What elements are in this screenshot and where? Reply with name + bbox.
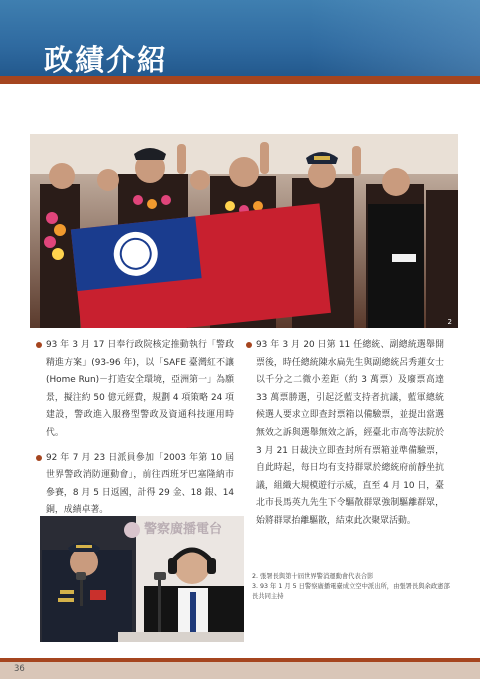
bullet-icon	[36, 455, 42, 461]
bullet-icon	[36, 342, 42, 348]
photo-captions	[252, 572, 452, 602]
left-paragraph-text: 92 年 7 月 23 日派員參加「2003 年第 10 屆世界警政消防運動會」，前往西班牙巴塞隆納市參賽，8 月 5 日返國，計得 29 金、18 銀、14 銅，成績卓著。	[46, 452, 234, 516]
page-number: 36	[14, 664, 25, 674]
rally-photo	[30, 134, 458, 328]
radio-station-photo	[40, 516, 244, 642]
right-paragraph	[246, 337, 444, 531]
bullet-icon	[246, 342, 252, 348]
left-paragraph	[36, 450, 234, 520]
photo-caption: 3. 93 年 1 月 5 日警察廣播電臺成立空中派出所，由張署長與余政憲部長共同主持	[252, 583, 450, 600]
photo-caption: 2. 張署長與第十屆世界警消運動會代表合影	[252, 573, 374, 580]
station-banner-text: 警察廣播電台	[144, 522, 223, 537]
right-column	[246, 337, 444, 538]
page-footer	[0, 662, 480, 679]
left-paragraph	[36, 337, 234, 443]
left-column	[36, 337, 234, 527]
left-paragraph-text: 93 年 3 月 17 日奉行政院核定推動執行「警政精進方案」(93-96 年)，以「SAFE 臺灣紅不讓(Home Run)－打造安全環境，亞洲第一」為願景，擬注約 50 億元經費，規劃 4 項策略 24 項建設，警政進入服務型警政及資通科技運用時代。	[46, 340, 234, 438]
rally-photo-illustration	[30, 134, 458, 328]
rally-caption-number: 2	[447, 318, 452, 326]
radio-photo-illustration	[40, 516, 244, 642]
right-paragraph-text: 93 年 3 月 20 日第 11 任總統、副總統選舉開票後，時任總統陳水扁先生與副總統呂秀蓮女士以千分之二微小差距（約 3 萬票）及廢票高達 33 萬票勝選，引起泛藍支持者抗議，藍軍總統候選人要求立即查封票箱以備驗票，並提出當選無效之訴與選舉無效之訴，經臺北市高等法院於 3 月 21 日裁決立即查封所有票箱並準備驗票，自此時起，每日均有支持群眾於總統府前靜坐抗議，組織大規模遊行示威，直至 4 月 10 日，臺北市長馬英九先生下令驅散群眾強制驅離群眾，始將群眾抬離驅散，結束此次聚眾活動。	[256, 340, 444, 526]
page-title: 政績介紹	[44, 43, 169, 77]
